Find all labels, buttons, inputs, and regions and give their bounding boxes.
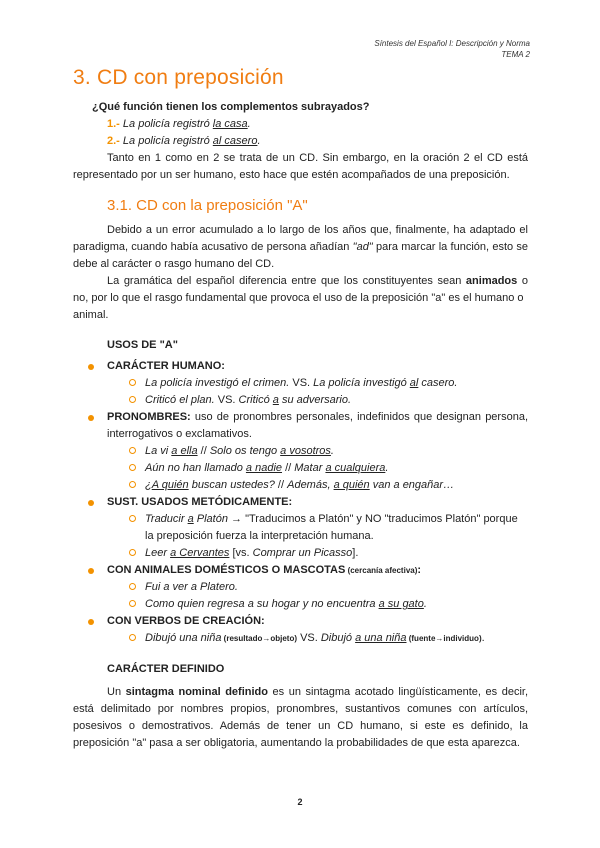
separator: // bbox=[282, 462, 295, 474]
circle-bullet-icon bbox=[129, 583, 136, 590]
vs: VS. bbox=[289, 377, 314, 389]
circle-bullet-icon bbox=[129, 481, 136, 488]
para1-line-3: debe al carácter o rasgo humano del CD. bbox=[73, 258, 275, 270]
underlined: al bbox=[409, 377, 419, 389]
punct: . bbox=[247, 118, 251, 130]
underlined: a bbox=[187, 513, 194, 525]
circle-bullet-icon bbox=[129, 549, 136, 556]
text: su adversario. bbox=[278, 394, 352, 406]
text: Además, bbox=[287, 479, 334, 491]
vs: VS. bbox=[214, 394, 239, 406]
text: uso de pronombres personales, indefinidos que designan persona, bbox=[190, 411, 528, 423]
text: Criticó el plan. bbox=[145, 394, 215, 406]
text: o bbox=[517, 275, 528, 287]
circle-bullet-icon bbox=[129, 600, 136, 607]
example-text: La policía registró bbox=[122, 135, 213, 147]
underlined: a nadie bbox=[245, 462, 283, 474]
bullet-icon bbox=[88, 568, 94, 574]
para1-line-1: Debido a un error acumulado a lo largo de los años que, finalmente, ha adaptado el bbox=[107, 224, 528, 236]
circle-bullet-icon bbox=[129, 396, 136, 403]
underlined: a quién bbox=[333, 479, 370, 491]
quoted-term: "ad" bbox=[352, 241, 373, 253]
text: [vs. bbox=[229, 547, 253, 559]
uso-2-line-1 bbox=[107, 409, 528, 426]
punct: . bbox=[481, 632, 485, 644]
example-number: 1.- bbox=[107, 118, 120, 130]
underlined: a Cervantes bbox=[170, 547, 230, 559]
text: van a engañar… bbox=[369, 479, 455, 491]
uso-4-example-2 bbox=[145, 596, 427, 613]
vs: VS. bbox=[297, 632, 321, 644]
para2-line-3: animal. bbox=[73, 309, 109, 321]
uso-2-example-3 bbox=[145, 477, 454, 494]
definido-heading: CARÁCTER DEFINIDO bbox=[107, 663, 225, 675]
text: Traducir bbox=[145, 513, 188, 525]
underlined: a cualquiera bbox=[325, 462, 386, 474]
text: Un bbox=[107, 686, 126, 698]
text: Como quien regresa a su hogar y no encuentra bbox=[145, 598, 379, 610]
uso-3-example-1 bbox=[145, 511, 518, 528]
explain-line-1: Tanto en 1 como en 2 se trata de un CD. Sin embargo, en la oración 2 el CD está bbox=[107, 152, 528, 164]
bullet-icon bbox=[88, 364, 94, 370]
definido-line-1 bbox=[107, 684, 528, 701]
circle-bullet-icon bbox=[129, 634, 136, 641]
separator: // bbox=[197, 445, 210, 457]
circle-bullet-icon bbox=[129, 379, 136, 386]
uso-4-title: CON ANIMALES DOMÉSTICOS O MASCOTAS bbox=[107, 564, 346, 576]
text: Platón bbox=[193, 513, 228, 525]
bullet-icon bbox=[88, 619, 94, 625]
uso-1-example-2 bbox=[145, 392, 351, 409]
underlined: a vosotros bbox=[280, 445, 331, 457]
text: Dibujó bbox=[320, 632, 356, 644]
header-course: Síntesis del Español I: Descripción y Norma bbox=[374, 39, 530, 48]
uso-5-title: CON VERBOS DE CREACIÓN: bbox=[107, 615, 265, 627]
underlined-complement: la casa bbox=[212, 118, 248, 130]
underlined: a una niña bbox=[355, 632, 407, 644]
question: ¿Qué función tienen los complementos subrayados? bbox=[92, 101, 370, 113]
uso-3-example-1-cont: la preposición fuerza la interpretación humana. bbox=[145, 530, 374, 542]
text: buscan ustedes? bbox=[188, 479, 275, 491]
text: casero. bbox=[418, 377, 458, 389]
text: . bbox=[385, 462, 389, 474]
circle-bullet-icon bbox=[129, 464, 136, 471]
text: La policía investigó el crimen. bbox=[145, 377, 290, 389]
separator: // bbox=[274, 479, 288, 491]
page-number: 2 bbox=[297, 797, 303, 807]
text: → "Traducimos a Platón" y NO "traducimos Platón" porque bbox=[227, 513, 518, 525]
text: Matar bbox=[294, 462, 326, 474]
underlined-complement: al casero bbox=[212, 135, 258, 147]
note: (fuente→individuo) bbox=[406, 634, 482, 643]
text: La gramática del español diferencia entre que los constituyentes sean bbox=[107, 275, 466, 287]
uso-1-example-1 bbox=[145, 375, 457, 392]
colon: : bbox=[417, 564, 422, 576]
bullet-icon bbox=[88, 415, 94, 421]
circle-bullet-icon bbox=[129, 515, 136, 522]
usos-heading: USOS DE "A" bbox=[107, 339, 178, 351]
example-text: La policía registró bbox=[122, 118, 213, 130]
punct: . bbox=[257, 135, 261, 147]
definido-line-4: preposición "a" pasa a ser obligatoria, aumentando la probabilidades de que esta aparezca. bbox=[73, 737, 520, 749]
uso-4-title-line bbox=[107, 562, 421, 579]
definido-line-3: posesivos o demostrativos. Además de tener un CD humano, si este es definido, la bbox=[73, 720, 528, 732]
underlined: a bbox=[272, 394, 279, 406]
para2-line-1 bbox=[107, 273, 528, 290]
text: para marcar la función, esto se bbox=[372, 241, 528, 253]
text: paradigma, cuando había acusativo de persona añadían bbox=[73, 241, 353, 253]
text: Comprar un Picasso bbox=[252, 547, 353, 559]
text: ¿ bbox=[145, 479, 152, 491]
running-header bbox=[374, 38, 530, 60]
explain-line-2: representado por un ser humano, esto hace que estén acompañados de una preposición. bbox=[73, 169, 510, 181]
text: Leer bbox=[145, 547, 171, 559]
uso-2-example-2 bbox=[145, 460, 388, 477]
para2-line-2: no, por lo que el rasgo fundamental que provoca el uso de la preposición "a" es el humano o bbox=[73, 292, 524, 304]
text: es un sintagma acotado lingüísticamente, es decir, bbox=[267, 686, 528, 698]
uso-1-title: CARÁCTER HUMANO: bbox=[107, 360, 225, 372]
para1-line-2 bbox=[73, 239, 528, 256]
example-1 bbox=[107, 116, 251, 133]
bullet-icon bbox=[88, 500, 94, 506]
uso-3-title: SUST. USADOS METÓDICAMENTE: bbox=[107, 496, 293, 508]
header-topic: TEMA 2 bbox=[501, 50, 530, 59]
uso-2-example-1 bbox=[145, 443, 334, 460]
underlined: a ella bbox=[171, 445, 198, 457]
text: Dibujó una niña bbox=[145, 632, 222, 644]
uso-2-line-2: interrogativos o exclamativos. bbox=[107, 428, 252, 440]
text: Aún no han llamado bbox=[145, 462, 246, 474]
uso-2-title: PRONOMBRES: bbox=[107, 411, 191, 423]
underlined: a su gato bbox=[378, 598, 424, 610]
subsection-title: 3.1. CD con la preposición "A" bbox=[107, 197, 308, 214]
underlined: A quién bbox=[151, 479, 189, 491]
text: . bbox=[330, 445, 334, 457]
section-title: 3. CD con preposición bbox=[73, 66, 284, 89]
definido-line-2: está delimitado por nombres propios, pronombres, sustantivos comunes con artículos, bbox=[73, 703, 528, 715]
uso-4-example-1 bbox=[145, 579, 238, 596]
uso-5-example-1 bbox=[145, 630, 485, 647]
text: Fui a ver a Platero. bbox=[145, 581, 238, 593]
bold-term: animados bbox=[465, 275, 518, 287]
note: (resultado→objeto) bbox=[221, 634, 298, 643]
text: Solo os tengo bbox=[209, 445, 281, 457]
text: La vi bbox=[145, 445, 172, 457]
text: . bbox=[423, 598, 427, 610]
bold-term: sintagma nominal definido bbox=[125, 686, 268, 698]
text: Criticó bbox=[238, 394, 273, 406]
example-number: 2.- bbox=[107, 135, 120, 147]
text: La policía investigó bbox=[313, 377, 410, 389]
note: (cercanía afectiva) bbox=[345, 566, 418, 575]
circle-bullet-icon bbox=[129, 447, 136, 454]
example-2 bbox=[107, 133, 261, 150]
text: ]. bbox=[352, 547, 359, 559]
uso-3-example-2 bbox=[145, 545, 358, 562]
